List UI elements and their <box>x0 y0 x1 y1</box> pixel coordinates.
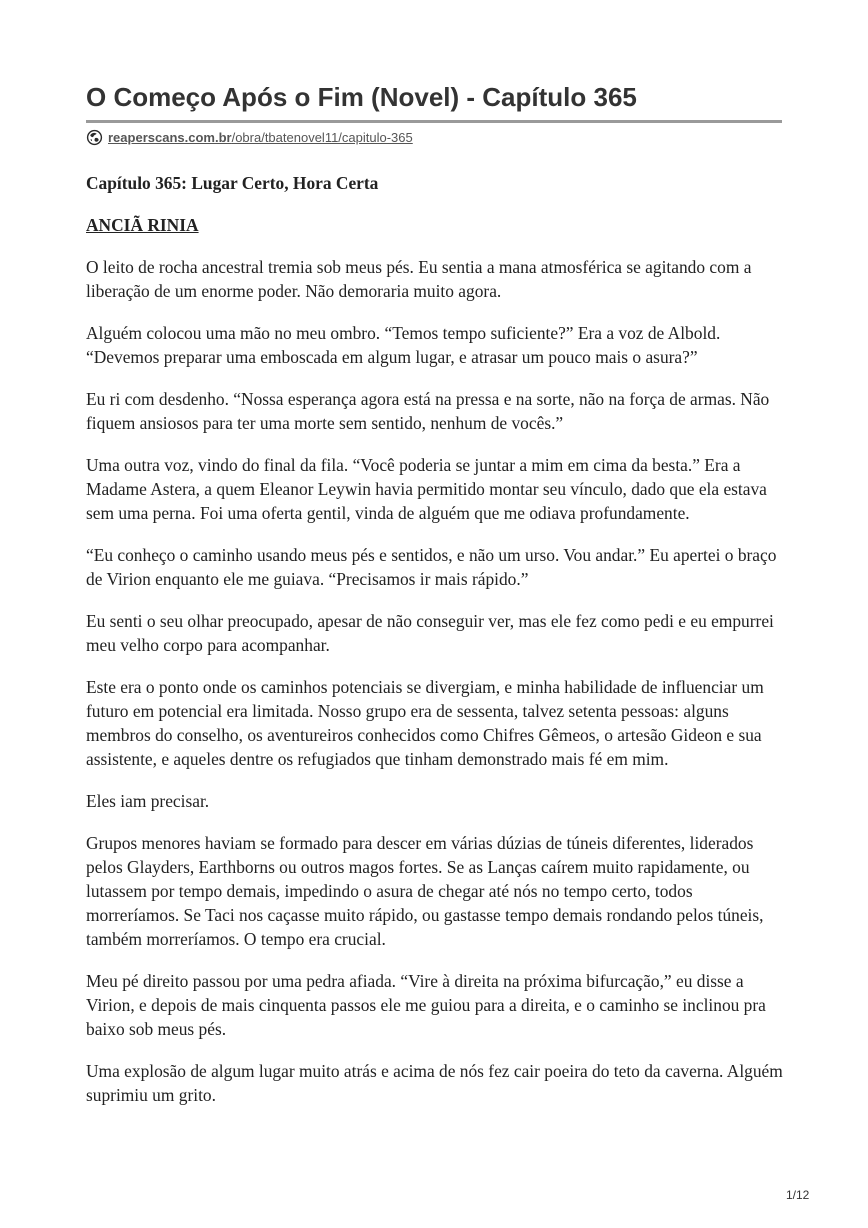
paragraph: Eu ri com desdenho. “Nossa esperança agora está na pressa e na sorte, não na força de armas. Não fiquem ansiosos para ter uma morte sem sentido, nenhum de vocês.” <box>86 389 770 433</box>
article-body <box>86 171 786 1125</box>
source-path: /obra/tbatenovel11/capitulo-365 <box>231 129 413 145</box>
source-line <box>86 128 413 146</box>
paragraph: O leito de rocha ancestral tremia sob meus pés. Eu sentia a mana atmosférica se agitando com a liberação de um enorme poder. Não demoraria muito agora. <box>86 257 752 301</box>
page-indicator: 1/12 <box>786 1188 810 1202</box>
globe-icon <box>86 129 103 146</box>
title-divider <box>86 120 782 123</box>
paragraph: Este era o ponto onde os caminhos potenciais se divergiam, e minha habilidade de influenciar um futuro em potencial era limitada. Nosso grupo era de sessenta, talvez setenta pessoas: alguns membros do conselho, os aventureiros conhecidos como Chifres Gêmeos, o artesão Gideon e sua assistente, e aqueles dentre os refugiados que tinham demonstrado mais fé em mim. <box>86 677 764 769</box>
paragraph: Meu pé direito passou por uma pedra afiada. “Vire à direita na próxima bifurcação,” eu disse a Virion, e depois de mais cinquenta passos ele me guiou para a direita, e o caminho se inclinou pra baixo sob meus pés. <box>86 971 766 1039</box>
source-domain: reaperscans.com.br <box>108 129 232 145</box>
paragraph: Alguém colocou uma mão no meu ombro. “Temos tempo suficiente?” Era a voz de Albold. “Devemos preparar uma emboscada em algum lugar, e atrasar um pouco mais o asura?” <box>86 323 721 367</box>
source-link[interactable] <box>108 130 413 145</box>
paragraph: Grupos menores haviam se formado para descer em várias dúzias de túneis diferentes, liderados pelos Glayders, Earthborns ou outros magos fortes. Se as Lanças caírem muito rapidamente, ou lutassem por tempo demais, impedindo o asura de chegar até nós no tempo certo, todos morreríamos. Se Taci nos caçasse muito rápido, ou gastasse tempo demais rondando pelos túneis, também morreríamos. O tempo era crucial. <box>86 833 764 949</box>
chapter-heading: Capítulo 365: Lugar Certo, Hora Certa <box>86 173 379 193</box>
page-title: O Começo Após o Fim (Novel) - Capítulo 365 <box>86 82 637 112</box>
paragraph: Eu senti o seu olhar preocupado, apesar de não conseguir ver, mas ele fez como pedi e eu empurrei meu velho corpo para acompanhar. <box>86 611 774 655</box>
paragraph: Eles iam precisar. <box>86 791 210 811</box>
paragraph: Uma outra voz, vindo do final da fila. “Você poderia se juntar a mim em cima da besta.” Era a Madame Astera, a quem Eleanor Leywin havia permitido montar seu vínculo, dado que ela estava sem uma perna. Foi uma oferta gentil, vinda de alguém que me odiava profundamente. <box>86 455 767 523</box>
paragraph: “Eu conheço o caminho usando meus pés e sentidos, e não um urso. Vou andar.” Eu apertei o braço de Virion enquanto ele me guiava. “Precisamos ir mais rápido.” <box>86 545 777 589</box>
paragraph: Uma explosão de algum lugar muito atrás e acima de nós fez cair poeira do teto da caverna. Alguém suprimiu um grito. <box>86 1061 783 1105</box>
section-heading: ANCIÃ RINIA <box>86 215 199 235</box>
